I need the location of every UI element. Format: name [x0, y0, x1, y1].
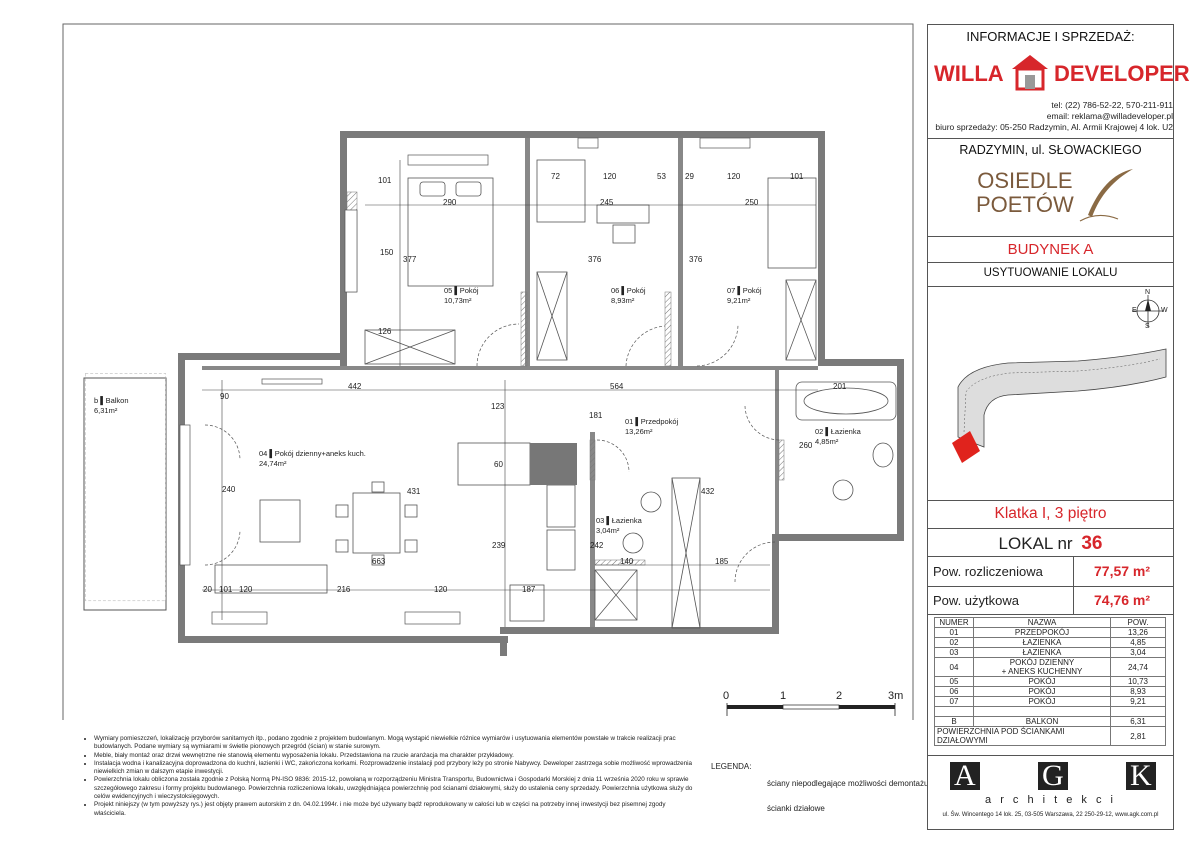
legend-item-partition: ścianki działowe	[767, 804, 825, 813]
dim-label: 564	[610, 382, 624, 391]
table-cell: 05	[935, 677, 974, 687]
table-cell: 07	[935, 697, 974, 707]
windows	[180, 138, 750, 624]
room-label-01: 01 ▌Przedpokój 13,26m²	[625, 417, 679, 436]
partition-walls	[347, 192, 784, 565]
table-cell: 2,81	[1111, 727, 1166, 746]
dim-label: 442	[348, 382, 362, 391]
table-cell: 3,04	[1111, 648, 1166, 658]
table-row	[935, 687, 1166, 697]
legend-item-load: ściany niepodlegające możliwości demontażu	[767, 779, 929, 788]
table-cell: 9,21	[1111, 697, 1166, 707]
table-cell: 4,85	[1111, 638, 1166, 648]
table-row	[935, 717, 1166, 727]
note-item: • Instalacja wodna i kanalizacyjna doprowadzona do kuchni, łazienki i WC, zakończona korkami. Rozprowadzenie instalacji pod przybory leży po stronie Nabywcy. Deweloper zastrzega sobie możliwość wprowadzenia niewielkich zmian w dalszym etapie inwestycji.	[94, 760, 694, 777]
table-cell	[974, 707, 1111, 717]
note-item: • Projekt niniejszy (w tym powyższy rys.) jest objęty prawem autorskim z dn. 04.02.1994r. i nie może być używany bądź reprodukowany w całości lub w części na potrzeby innej inwestycji bez pisemnej zgody właściciela.	[94, 801, 694, 818]
scale-label: 1	[780, 690, 787, 702]
room-label-balcony: b ▌Balkon 6,31m²	[94, 396, 129, 415]
dim-label: 101	[378, 176, 392, 185]
location-text: RADZYMIN, ul. SŁOWACKIEGO	[959, 143, 1142, 157]
scale-label: 3m	[888, 690, 904, 702]
legend-title: LEGENDA:	[711, 762, 752, 771]
room-label-03: 03 ▌Łazienka 3,04m²	[596, 516, 642, 535]
room-label-07: 07 ▌Pokój 9,21m²	[727, 286, 762, 305]
table-cell: 03	[935, 648, 974, 658]
estate-name	[976, 169, 1074, 217]
dim-label: 240	[222, 485, 236, 494]
architect-address: ul. Św. Wincentego 14 lok. 25, 03-505 Warszawa, 22 250-29-12, www.agk.com.pl	[942, 812, 1159, 818]
contact-block	[928, 100, 1187, 133]
placement-section	[928, 262, 1173, 287]
area-uz-row	[928, 586, 1173, 615]
table-cell: 04	[935, 658, 974, 677]
dim-label: 216	[337, 585, 351, 594]
table-cell: 06	[935, 687, 974, 697]
outer-walls	[178, 131, 904, 656]
dim-label: 290	[443, 198, 457, 207]
table-header: POW.	[1111, 618, 1166, 628]
scale-label: 0	[723, 690, 730, 702]
dim-label: 126	[378, 327, 392, 336]
area-rozl-row	[928, 556, 1173, 587]
scale-label: 2	[836, 690, 843, 702]
table-row	[935, 628, 1166, 638]
contact-tel: tel: (22) 786-52-22, 570-211-911	[1051, 100, 1173, 110]
compass-label: S	[1145, 323, 1150, 330]
dim-label: 101	[790, 172, 804, 181]
table-row	[935, 648, 1166, 658]
table-cell: POKÓJ	[974, 697, 1111, 707]
table-cell	[1111, 707, 1166, 717]
dim-label: 663	[372, 557, 386, 566]
staircase-section	[928, 500, 1173, 529]
dim-label: 140	[620, 557, 634, 566]
table-cell: ŁAZIENKA	[974, 648, 1111, 658]
dim-label: 150	[380, 248, 394, 257]
room-label-06: 06 ▌Pokój 8,93m²	[611, 286, 646, 305]
table-cell: 13,26	[1111, 628, 1166, 638]
dim-label: 60	[494, 460, 503, 469]
note-item: • Meble, biały montaż oraz drzwi wewnętrzne nie stanowią elementu wyposażenia lokalu. Przedstawiona na rzucie aranżacja ma charakter przykładowy.	[94, 752, 694, 760]
dim-label: 239	[492, 541, 506, 550]
table-row	[935, 677, 1166, 687]
dim-label: 185	[715, 557, 729, 566]
dim-label: 120	[727, 172, 741, 181]
table-cell: 6,31	[1111, 717, 1166, 727]
architect-word: a r c h i t e k c i	[985, 794, 1116, 806]
table-cell: PRZEDPOKÓJ	[974, 628, 1111, 638]
table-row	[935, 707, 1166, 717]
room-label-02: 02 ▌Łazienka 4,85m²	[815, 427, 861, 446]
table-cell: B	[935, 717, 974, 727]
table-row	[935, 727, 1166, 746]
table-row	[935, 697, 1166, 707]
building-text: BUDYNEK A	[1007, 241, 1094, 258]
dim-label: 260	[799, 441, 813, 450]
table-top-line	[928, 614, 1173, 615]
table-cell	[935, 707, 974, 717]
dim-label: 90	[220, 392, 229, 401]
table-cell: POKÓJ	[974, 687, 1111, 697]
logo-text-left: WILLA	[934, 61, 1004, 86]
contact-office: biuro sprzedaży: 05-250 Radzymin, Al. Armii Krajowej 4 lok. U2	[935, 122, 1173, 132]
compass-label: E	[1132, 307, 1137, 314]
table-cell: 8,93	[1111, 687, 1166, 697]
area-table	[934, 617, 1166, 746]
table-cell: POKÓJ	[974, 677, 1111, 687]
dim-label: 376	[689, 255, 703, 264]
room-label-04: 04 ▌Pokój dzienny+aneks kuch. 24,74m²	[259, 449, 366, 468]
lokal-number: 36	[1081, 533, 1103, 554]
lokal-row	[928, 533, 1173, 555]
compass-label: W	[1161, 307, 1168, 314]
dim-label: 72	[551, 172, 560, 181]
table-cell: 02	[935, 638, 974, 648]
house-icon	[1010, 53, 1050, 93]
architect-letter-a: A	[950, 762, 980, 790]
architect-letter-k: K	[1126, 762, 1156, 790]
room-label-05: 05 ▌Pokój 10,73m²	[444, 286, 479, 305]
lokal-label: LOKAL nr	[998, 534, 1073, 553]
logo-text-right: DEVELOPER	[1054, 61, 1190, 86]
table-header: NUMER	[935, 618, 974, 628]
key-plan	[928, 287, 1173, 501]
note-item: • Powierzchnia lokalu obliczona została zgodnie z Polską Normą PN-ISO 9836: 2015-12, powołaną w rozporządzeniu Ministra Transportu, Budownictwa i Gospodarki Morskiej z dnia 11 września 2020 roku w sprawie szczegółowego zakresu i formy projektu budowlanego. Powierzchnia rozliczeniowa lokalu, uwzględniająca powierzchnię pod ścianami działowymi, służy do ustalenia ceny sprzedaży. Powierzchnia użytkowa służy do celów ewidencyjnych i wieczystoksięgowych.	[94, 776, 694, 801]
sheet-frame	[63, 24, 913, 720]
dim-label: 123	[491, 402, 505, 411]
dim-label: 377	[403, 255, 417, 264]
table-cell: 01	[935, 628, 974, 638]
table-cell: POWIERZCHNIA POD ŚCIANKAMI DZIAŁOWYMI	[935, 727, 1111, 746]
contact-email: email: reklama@willadeveloper.pl	[1046, 111, 1173, 121]
panel-header: INFORMACJE I SPRZEDAŻ:	[966, 29, 1135, 44]
dim-label: 431	[407, 487, 421, 496]
developer-logo	[934, 53, 1190, 97]
area-uz-label: Pow. użytkowa	[933, 593, 1019, 608]
dim-label: 187	[522, 585, 536, 594]
dim-label: 53	[657, 172, 666, 181]
estate-line-2: POETÓW	[976, 192, 1074, 217]
architect-section	[928, 755, 1173, 832]
area-rozl-value: 77,57 m²	[1094, 563, 1151, 579]
dim-label: 101	[219, 585, 233, 594]
table-header-row	[935, 618, 1166, 628]
table-header: NAZWA	[974, 618, 1111, 628]
dim-label: 29	[685, 172, 694, 181]
dim-label: 432	[701, 487, 715, 496]
building-section	[928, 236, 1173, 263]
furniture	[215, 160, 896, 628]
estate-section	[928, 138, 1173, 237]
estate-line-1: OSIEDLE	[977, 168, 1073, 193]
feather-icon	[1078, 165, 1138, 225]
dim-label: 245	[600, 198, 614, 207]
table-cell: 10,73	[1111, 677, 1166, 687]
note-item: • Wymiary pomieszczeń, lokalizację przyborów sanitarnych itp., podano zgodnie z projektem budowlanym. Mogą wystąpić niewielkie różnice wymiarów i usytuowania elementów powstałe w trakcie realizacji prac budowlanych. Podane wymiary są wymiarami w świetle pionowych przegród (ścian) w stanie surowym.	[94, 735, 694, 752]
lokal-section	[928, 528, 1173, 557]
dim-label: 20	[203, 585, 212, 594]
legend	[711, 762, 751, 771]
dim-label: 120	[434, 585, 448, 594]
dim-label: 376	[588, 255, 602, 264]
table-cell: ŁAZIENKA	[974, 638, 1111, 648]
compass-label: N	[1145, 289, 1151, 296]
table-cell: POKÓJ DZIENNY + ANEKS KUCHENNY	[974, 658, 1111, 677]
staircase-text: Klatka I, 3 piętro	[994, 505, 1107, 522]
area-rozl-label: Pow. rozliczeniowa	[933, 564, 1043, 579]
table-cell: 24,74	[1111, 658, 1166, 677]
dim-label: 242	[590, 541, 604, 550]
dim-label: 250	[745, 198, 759, 207]
table-row	[935, 658, 1166, 677]
dim-label: 201	[833, 382, 847, 391]
kitchen-column	[530, 443, 577, 485]
table-row	[935, 638, 1166, 648]
notes-list	[84, 735, 694, 818]
architect-letter-g: G	[1038, 762, 1068, 790]
table-cell: BALKON	[974, 717, 1111, 727]
placement-text: USYTUOWANIE LOKALU	[983, 267, 1118, 279]
scale-bar	[727, 703, 895, 716]
area-uz-value: 74,76 m²	[1094, 592, 1151, 608]
dim-label: 120	[239, 585, 253, 594]
key-plan-section	[928, 286, 1173, 501]
dim-label: 120	[603, 172, 617, 181]
dim-label: 181	[589, 411, 603, 420]
